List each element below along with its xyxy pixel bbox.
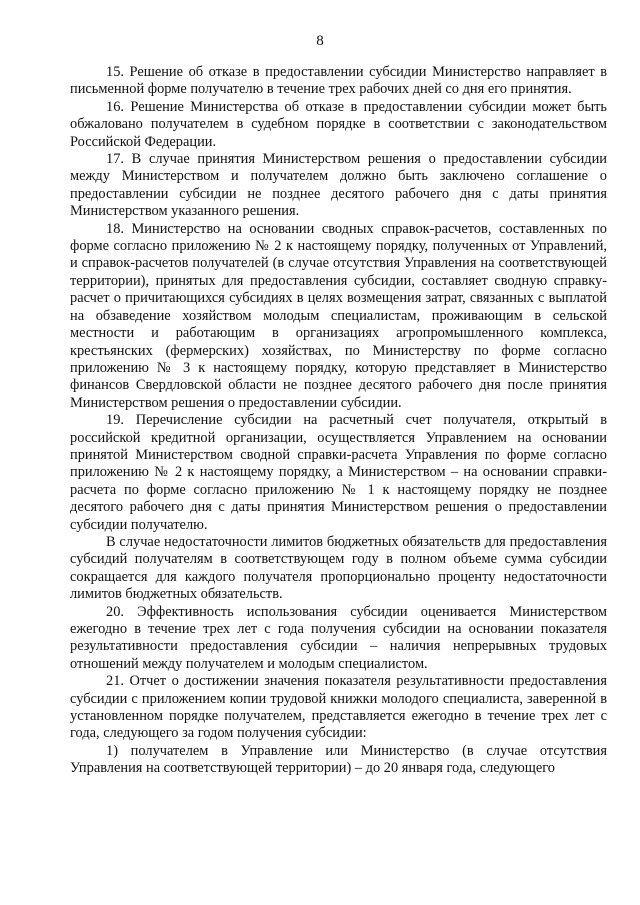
paragraph-21: 21. Отчет о достижении значения показателя результативности предоставления субсидии с приложением копии трудовой книжки молодого специалиста, заверенной в установленном порядке получателем, представляется ежегодно в течение трех лет с года, следующего за годом получения субсидии: bbox=[70, 673, 607, 742]
paragraph-20: 20. Эффективность использования субсидии оценивается Министерством ежегодно в течение трех лет с года получения субсидии на основании показателя результативности предоставления субсидии – наличия непрерывных трудовых отношений между получателем и молодым специалистом. bbox=[70, 603, 607, 672]
paragraph-17: 17. В случае принятия Министерством решения о предоставлении субсидии между Министерством и получателем должно быть заключено соглашение о предоставлении субсидии не позднее десятого рабочего дня с даты принятия Министерством указанного решения. bbox=[70, 151, 607, 220]
paragraph-19: 19. Перечисление субсидии на расчетный счет получателя, открытый в российской кредитной организации, осуществляется Управлением на основании принятой Министерством сводной справки-расчета Управления по форме согласно приложению № 2 к настоящему порядку, а Министерством – на основании справки-расчета по форме согласно приложению № 1 к настоящему порядку не позднее десятого рабочего дня с даты принятия Министерством решения о предоставлении субсидии получателю. bbox=[70, 412, 607, 533]
paragraph-15: 15. Решение об отказе в предоставлении субсидии Министерство направляет в письменной форме получателю в течение трех рабочих дней со дня его принятия. bbox=[70, 64, 607, 98]
paragraph-19-continuation: В случае недостаточности лимитов бюджетных обязательств для предоставления субсидий получателям в соответствующем году в полном объеме сумма субсидии сокращается для каждого получателя пропорционально проценту недостаточности лимитов бюджетных обязательств. bbox=[70, 533, 607, 603]
paragraph-16: 16. Решение Министерства об отказе в предоставлении субсидии может быть обжаловано получателем в судебном порядке в соответствии с законодательством Российской Федерации. bbox=[70, 98, 607, 150]
page-number: 8 bbox=[316, 33, 324, 49]
paragraph-18: 18. Министерство на основании сводных справок-расчетов, составленных по форме согласно приложению № 2 к настоящему порядку, полученных от Управлений, и справок-расчетов получателей (в случае отсутствия Управления на соответствующей территории), принятых для предоставления субсидии, составляет сводную справку-расчет о причитающихся субсидиях в целях возмещения затрат, связанных с выплатой на обзаведение хозяйством молодым специалистам, проживающим в сельской местности и работающим в организациях агропромышленного комплекса, крестьянских (фермерских) хозяйствах, по Министерству по форме согласно приложению № 3 к настоящему порядку, которую представляет в Министерство финансов Свердловской области не позднее десятого рабочего дня после принятия Министерством решения о предоставлении субсидии. bbox=[70, 220, 607, 411]
paragraph-21-item-1: 1) получателем в Управление или Министерство (в случае отсутствия Управления на соответствующей территории) – до 20 января года, следующего bbox=[70, 742, 607, 777]
document-body bbox=[70, 64, 607, 778]
